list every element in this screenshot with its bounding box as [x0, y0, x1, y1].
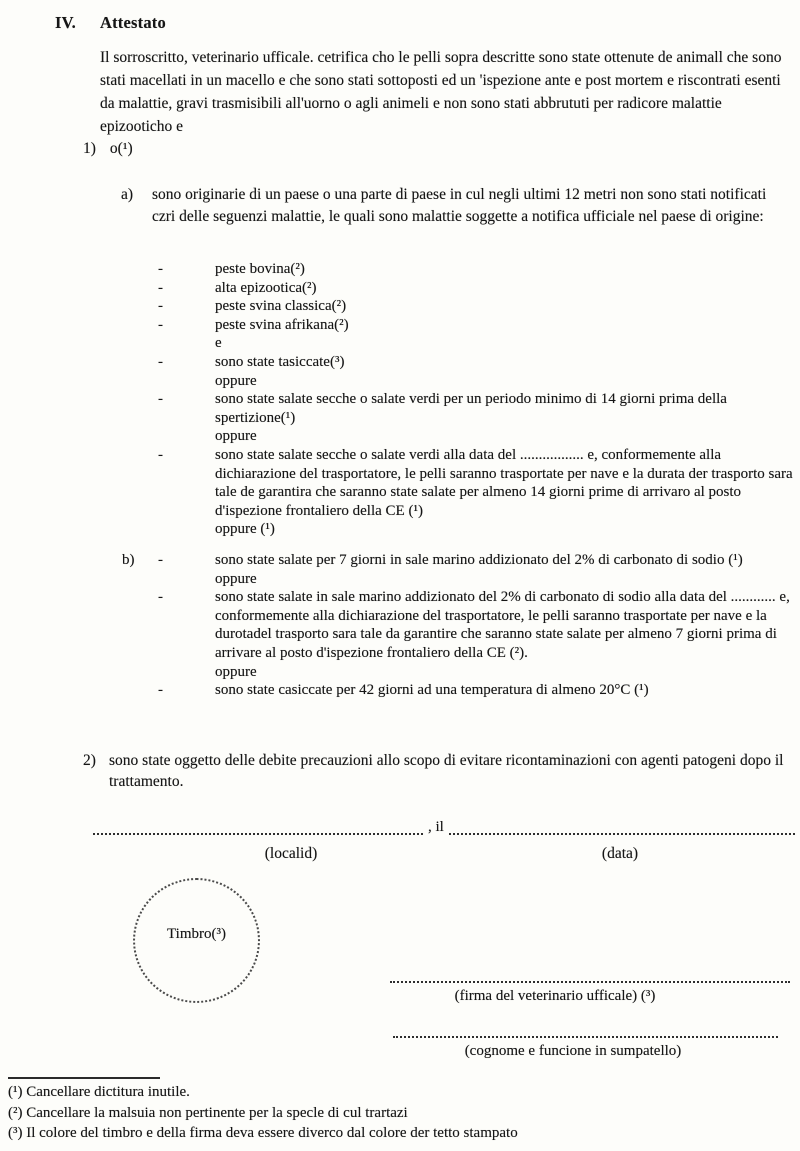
list-item	[158, 372, 793, 391]
sub-item-b-list	[122, 551, 795, 700]
date-label: (data)	[601, 845, 639, 862]
list-dash: -	[158, 298, 163, 315]
list-text: sono state salate per 7 giorni in sale marino addizionato del 2% di carbonato di sodio (¹)	[215, 552, 743, 568]
sub-item-b-label: b)	[122, 552, 135, 568]
list-text: sono state salate secche o salate verdi per un periodo minimo di 14 giorni prima della spertizione(¹)	[215, 391, 727, 426]
list-text: oppure	[215, 372, 257, 389]
list-text: oppure	[215, 663, 257, 680]
list-dash	[158, 570, 215, 589]
list-item	[158, 446, 793, 520]
list-dash: -	[158, 261, 163, 277]
list-item	[158, 279, 793, 298]
point-1	[83, 140, 133, 158]
list-item	[122, 551, 795, 570]
list-text: peste bovina(²)	[215, 261, 305, 277]
footnotes	[8, 1082, 770, 1144]
point-2-label: 2)	[83, 752, 96, 769]
footnote-2: (²) Cancellare la malsuia non pertinente per la specle di cul trartazi	[8, 1104, 408, 1121]
list-text: alta epizootica(²)	[215, 279, 317, 296]
stamp-label: Timbro(³)	[167, 926, 226, 942]
sub-item-a-text: sono originarie di un paese o una parte di paese in cul negli ultimi 12 metri non sono stati notificati czri delle seguenzi malattie, le quali sono malattie soggette a notifica ufficiale nel paese di origine:	[152, 186, 767, 225]
il-separator: , il	[428, 819, 444, 835]
locality-fill-line	[93, 820, 423, 835]
point-1-text: o(¹)	[109, 140, 133, 157]
intro-paragraph: Il sorroscritto, veterinario ufficale. cetrifica cho le pelli sopra descritte sono state ottenute de animall che sono stati macellati in un macello e che sono stati sottoposti ed un 'ispezione ante e post mortem e riscontrati esenti da malattie, gravi trasmisibili all'uorno o agli animeli e non sono stati abbrututi per radicore malattie epizooticho e	[100, 49, 782, 135]
veterinarian-signature-line	[390, 981, 790, 983]
list-text: oppure	[215, 428, 257, 445]
list-item	[158, 334, 793, 353]
section-title: Attestato	[100, 13, 166, 32]
list-dash: -	[158, 446, 163, 463]
point-2	[83, 750, 787, 792]
list-text: sono state tasiccate(³)	[215, 353, 345, 370]
stamp-circle	[133, 878, 260, 1003]
list-item	[122, 663, 795, 682]
list-dash: -	[158, 552, 163, 568]
list-item	[158, 297, 793, 316]
list-dash: -	[158, 589, 163, 606]
list-dash	[158, 427, 215, 446]
list-dash	[158, 663, 215, 682]
list-text: sono state casiccate per 42 giorni ad una temperatura di almeno 20°C (¹)	[215, 682, 649, 699]
name-function-label: (cognome e funcione in sumpatello)	[464, 1043, 682, 1059]
veterinarian-signature-label: (firma del veterinario ufficale) (³)	[454, 988, 656, 1004]
list-item	[158, 260, 793, 279]
list-item	[122, 588, 795, 662]
list-item	[158, 390, 793, 427]
place-date-line	[93, 820, 795, 835]
list-dash: -	[158, 391, 163, 408]
list-dash	[158, 334, 215, 353]
list-item	[158, 316, 793, 335]
footnote-1: (¹) Cancellare dictitura inutile.	[8, 1084, 190, 1100]
list-item	[122, 570, 795, 589]
point-2-text: sono state oggetto delle debite precauzioni allo scopo di evitare ricontaminazioni con agenti patogeni dopo il trattamento.	[109, 752, 784, 790]
footnote-3: (³) Il colore del timbro e della firma deva essere diverco dal colore der tetto stampato	[8, 1125, 518, 1142]
locality-label: (localid)	[264, 845, 318, 862]
list-item	[158, 353, 793, 372]
list-dash: -	[158, 279, 163, 296]
list-item	[122, 681, 795, 700]
disease-and-treatment-list	[158, 260, 793, 539]
list-text: peste svina classica(²)	[215, 298, 347, 315]
sub-item-a	[121, 184, 792, 228]
list-dash	[158, 372, 215, 391]
point-1-label: 1)	[83, 140, 96, 157]
list-text: sono state salate in sale marino addizionato del 2% di carbonato di sodio alla data del ............ e, conformemente alla dichiarazione del trasportatore, le pelli saranno trasportate per nave e la durotadel trasporto sara tale da garantire che saranno state salate per almeno 7 giorni prima di arrivare al posto d'ispezione frontaliero della CE (²).	[215, 589, 790, 661]
footnote-rule	[8, 1077, 160, 1079]
list-text: sono state salate secche o salate verdi alla data del ................. e, conformemente alla dichiarazione del trasportatore, le pelli saranno trasportate per nave e la durata der trasporto sara tale de garantira che saranno state salate per almeno 14 giorni prime di arrivaro al posto d'ispezione frontaliero della CE (¹)	[215, 446, 793, 519]
list-text: oppure	[215, 570, 257, 587]
sub-item-a-label: a)	[121, 186, 134, 203]
list-item	[158, 520, 793, 539]
list-text: e	[215, 335, 222, 352]
list-text: peste svina afrikana(²)	[215, 316, 349, 333]
date-fill-line	[449, 820, 795, 835]
list-item	[158, 427, 793, 446]
name-function-line	[393, 1036, 778, 1038]
list-dash: -	[158, 682, 163, 699]
list-dash: -	[158, 316, 163, 333]
list-dash: -	[158, 353, 163, 370]
section-number: IV.	[55, 13, 76, 32]
list-text: oppure (¹)	[215, 521, 275, 538]
list-dash	[158, 520, 215, 539]
